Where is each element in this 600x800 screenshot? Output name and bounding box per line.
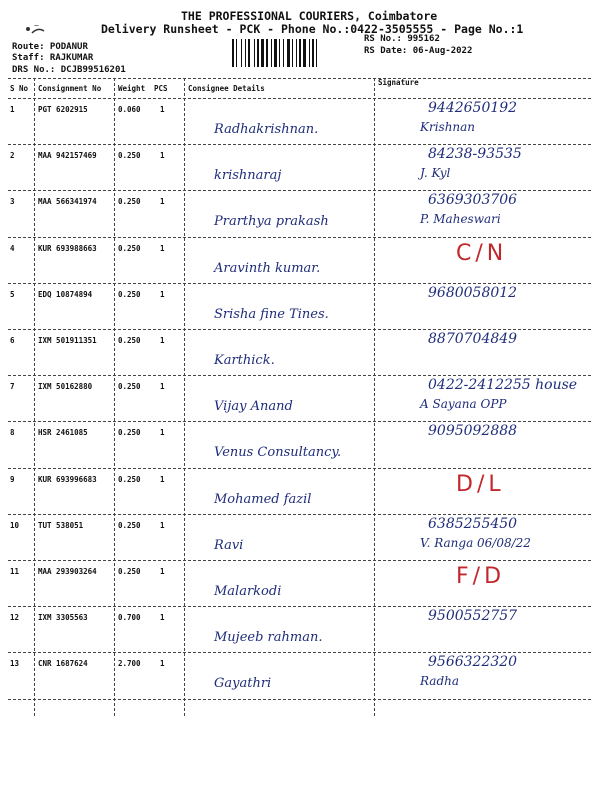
- row-sno: 8: [10, 428, 15, 438]
- row-pcs: 1: [160, 151, 165, 161]
- row-weight: 0.250: [118, 567, 141, 576]
- row-divider: [8, 144, 591, 145]
- row-pcs: 1: [160, 613, 165, 623]
- staff-label: Staff: RAJKUMAR: [12, 53, 94, 63]
- header-consignee: Consignee Details: [188, 84, 265, 93]
- row-signature-phone: 0422-2412255 house: [428, 377, 578, 394]
- row-weight: 0.250: [118, 382, 141, 392]
- column-divider: [34, 78, 35, 716]
- row-signature-phone: 6369303706: [428, 192, 518, 209]
- row-delivery-remark: D/L: [456, 471, 505, 497]
- row-pcs: 1: [160, 382, 165, 392]
- row-signature-phone: 9095092888: [428, 423, 518, 440]
- row-weight: 0.250: [118, 474, 141, 484]
- row-consignee-name: Gayathri: [214, 676, 272, 692]
- row-consignee-name: Malarkodi: [214, 584, 282, 599]
- row-pcs: 1: [160, 659, 165, 669]
- route-label: Route: PODANUR: [12, 42, 88, 52]
- row-consignment-no: IXM 501911351: [38, 336, 97, 345]
- row-consignment-no: MAA 942157469: [38, 151, 97, 161]
- row-divider: [8, 375, 591, 376]
- row-signature-name: Krishnan: [420, 120, 476, 134]
- row-pcs: 1: [160, 289, 165, 299]
- drs-number: DRS No.: DCJB99516201: [12, 65, 126, 75]
- row-divider: [8, 560, 591, 561]
- row-signature-name: A Sayana OPP: [420, 397, 507, 412]
- row-weight: 0.250: [118, 151, 141, 161]
- row-signature-phone: 9680058012: [428, 284, 518, 301]
- row-divider: [8, 699, 591, 700]
- row-divider: [8, 606, 591, 607]
- row-consignee-name: Ravi: [214, 537, 244, 553]
- row-weight: 0.250: [118, 336, 141, 345]
- row-pcs: 1: [160, 336, 165, 345]
- row-weight: 0.700: [118, 613, 141, 623]
- row-pcs: 1: [160, 520, 165, 530]
- row-weight: 0.250: [118, 197, 141, 207]
- header-consignment: Consignment No: [38, 84, 102, 93]
- row-weight: 0.250: [118, 520, 141, 530]
- row-sno: 10: [10, 520, 20, 530]
- column-divider: [184, 78, 185, 716]
- row-consignee-name: Vijay Anand: [214, 399, 293, 415]
- row-consignee-name: Srisha fine Tines.: [214, 306, 329, 322]
- row-consignee-name: Karthick.: [214, 353, 275, 368]
- row-signature-phone: 9442650192: [428, 100, 518, 116]
- row-sno: 12: [10, 613, 20, 623]
- barcode-image: [231, 39, 360, 67]
- row-consignee-name: Venus Consultancy.: [214, 445, 342, 461]
- row-divider: [8, 190, 591, 191]
- row-consignee-name: Mujeeb rahman.: [214, 630, 323, 646]
- row-sno: 11: [10, 567, 20, 576]
- row-consignment-no: KUR 693996683: [38, 474, 97, 484]
- header-divider: [8, 98, 591, 99]
- document-title: THE PROFESSIONAL COURIERS, Coimbatore: [181, 9, 438, 23]
- row-signature-phone: 84238-93535: [428, 146, 522, 163]
- row-signature-name: Radha: [420, 674, 460, 689]
- row-signature-phone: 9500552757: [428, 608, 518, 625]
- row-sno: 6: [10, 336, 15, 345]
- row-weight: 2.700: [118, 659, 141, 669]
- row-sno: 13: [10, 659, 20, 669]
- row-delivery-remark: F/D: [456, 564, 506, 589]
- rs-date: RS Date: 06-Aug-2022: [364, 46, 473, 56]
- row-consignment-no: PGT 6202915: [38, 105, 88, 114]
- document-subtitle: Delivery Runsheet - PCK - Phone No.:0422-3505555 - Page No.:1: [101, 22, 524, 36]
- row-sno: 3: [10, 197, 15, 207]
- runsheet-table: [8, 78, 591, 716]
- row-consignee-name: Mohamed fazil: [214, 491, 312, 507]
- row-signature-phone: 6385255450: [428, 515, 518, 532]
- row-weight: 0.250: [118, 428, 141, 438]
- row-consignee-name: Radhakrishnan.: [214, 122, 319, 137]
- rs-number: RS No.: 995162: [364, 34, 440, 44]
- row-consignee-name: krishnaraj: [214, 168, 282, 184]
- header-pcs: PCS: [154, 84, 168, 93]
- row-divider: [8, 329, 591, 330]
- row-divider: [8, 468, 591, 469]
- row-consignment-no: MAA 293903264: [38, 567, 97, 576]
- row-signature-name: P. Maheswari: [420, 212, 501, 227]
- svg-text:~: ~: [34, 21, 39, 30]
- row-consignment-no: CNR 1687624: [38, 659, 88, 669]
- row-sno: 1: [10, 105, 15, 114]
- row-signature-phone: 9566322320: [428, 654, 518, 671]
- row-consignment-no: IXM 3305563: [38, 613, 88, 623]
- row-consignment-no: HSR 2461085: [38, 428, 88, 438]
- row-consignment-no: MAA 566341974: [38, 197, 97, 207]
- row-consignment-no: IXM 50162880: [38, 382, 93, 392]
- row-delivery-remark: C/N: [456, 240, 508, 266]
- row-consignee-name: Prarthya prakash: [214, 214, 329, 230]
- row-divider: [8, 283, 591, 284]
- row-sno: 2: [10, 151, 15, 161]
- header-weight: Weight: [118, 84, 146, 93]
- row-pcs: 1: [160, 105, 165, 114]
- row-signature-name: J. Kyl: [420, 166, 451, 181]
- row-divider: [8, 237, 591, 238]
- row-sno: 7: [10, 382, 15, 392]
- row-consignment-no: KUR 693988663: [38, 243, 97, 253]
- header-signature: Signature: [378, 78, 419, 87]
- row-signature-phone: 8870704849: [428, 331, 518, 347]
- row-sno: 4: [10, 243, 15, 253]
- row-pcs: 1: [160, 197, 165, 207]
- column-divider: [374, 78, 375, 716]
- row-pcs: 1: [160, 243, 165, 253]
- courier-logo-icon: [20, 20, 46, 42]
- row-signature-name: V. Ranga 06/08/22: [420, 535, 531, 550]
- row-weight: 0.250: [118, 289, 141, 299]
- row-sno: 9: [10, 474, 15, 484]
- row-divider: [8, 421, 591, 422]
- row-pcs: 1: [160, 567, 165, 576]
- row-divider: [8, 514, 591, 515]
- row-weight: 0.060: [118, 105, 141, 114]
- row-weight: 0.250: [118, 243, 141, 253]
- row-pcs: 1: [160, 428, 165, 438]
- row-consignment-no: TUT 538051: [38, 520, 84, 530]
- table-top-border: [8, 78, 591, 79]
- row-sno: 5: [10, 289, 15, 299]
- row-divider: [8, 652, 591, 653]
- header-sno: S No: [10, 84, 29, 93]
- row-consignment-no: EDQ 10874894: [38, 289, 93, 299]
- row-consignee-name: Aravinth kumar.: [214, 260, 321, 276]
- column-divider: [114, 78, 115, 716]
- row-pcs: 1: [160, 474, 165, 484]
